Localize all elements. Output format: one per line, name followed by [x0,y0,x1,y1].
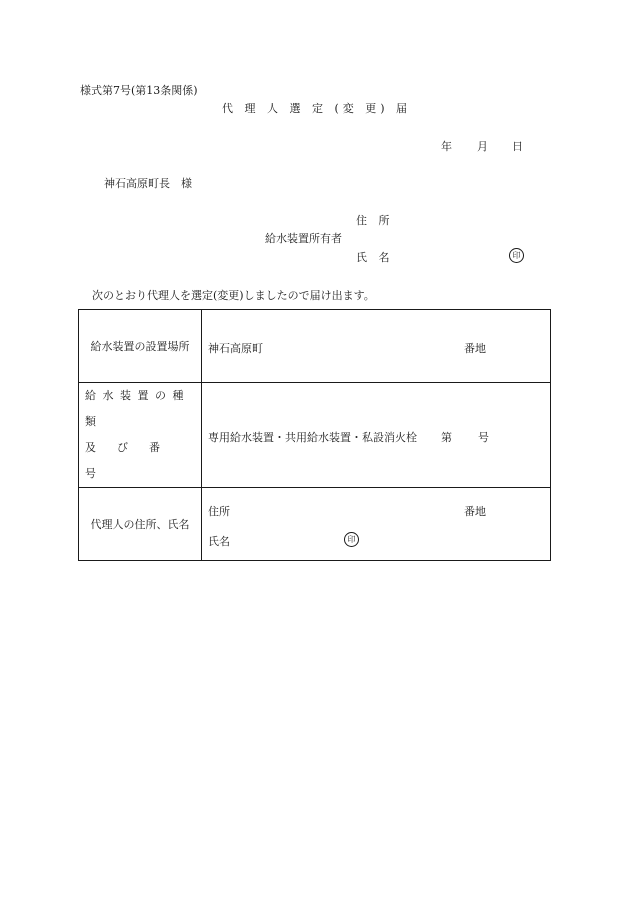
owner-seal-icon: 印 [509,248,524,263]
table-row [79,488,551,561]
statement: 次のとおり代理人を選定(変更)しましたので届け出ます。 [92,289,375,302]
device-number-go: 号 [478,431,489,444]
form-number: 様式第7号(第13条関係) [80,84,198,97]
device-number-dai: 第 [441,431,452,444]
owner-name-label: 氏 名 [356,251,394,264]
agent-info-label: 代理人の住所、氏名 [79,488,202,561]
owner-address-label: 住 所 [356,214,394,227]
owner-role-label: 給水装置所有者 [265,232,342,245]
date-year: 年 [441,140,452,153]
agent-info-cell [202,488,551,561]
agent-banchi: 番地 [464,505,486,518]
device-type-label: 給水装置の種類 及び番号 [79,383,202,488]
installation-town: 神石高原町 [208,342,263,355]
installation-banchi: 番地 [464,342,486,355]
device-type-cell [202,383,551,488]
installation-location-label: 給水装置の設置場所 [79,310,202,383]
request-table [78,309,551,561]
installation-location-cell [202,310,551,383]
document-title: 代 理 人 選 定 (変 更) 届 [222,102,412,115]
date-day: 日 [512,140,523,153]
date-month: 月 [477,140,488,153]
agent-name-label: 氏名 [208,535,230,548]
agent-seal-icon: 印 [344,532,359,547]
table-row [79,383,551,488]
table-row [79,310,551,383]
addressee: 神石高原町長 様 [104,177,192,190]
device-types: 専用給水装置・共用給水装置・私設消火栓 [208,431,417,444]
agent-address-label: 住所 [208,505,230,518]
